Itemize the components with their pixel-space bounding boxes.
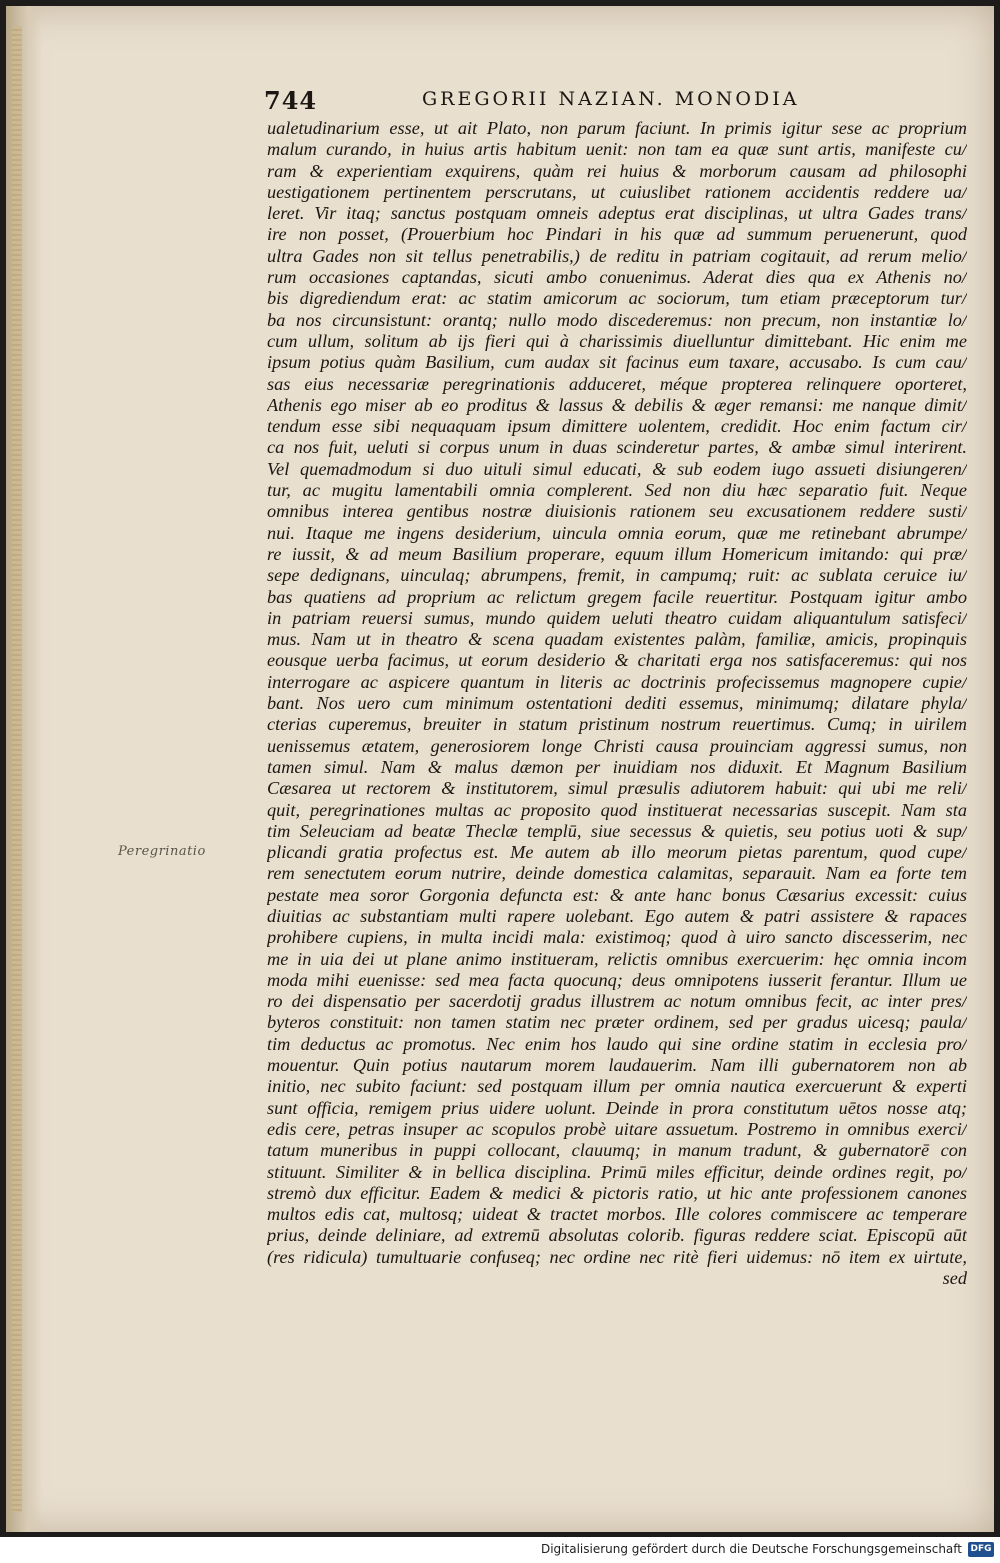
text-line: moda mihi euenisse: sed mea facta quocunq; deus omnipotens iusserit ferantur. Illum ue: [267, 969, 967, 990]
funding-credit: Digitalisierung gefördert durch die Deutsche Forschungsgemeinschaft: [540, 1542, 962, 1556]
text-line: pestate mea soror Gorgonia defuncta est: & ante hanc bonus Cæsarius excessit: cuius: [267, 884, 967, 905]
text-line: multos edis cat, multosq; uideat & tractet morbos. Ille colores commiscere ac temperare: [267, 1204, 967, 1225]
text-line: ram & experientiam exquirens, quàm rei huius & morborum causam ad philosophi: [267, 160, 967, 181]
text-line: ca nos fuit, ueluti si corpus unum in duas scinderetur partes, & ambæ simul interirent.: [267, 437, 967, 458]
text-line: byteros constituit: non tamen statim nec præter ordinem, sed per gradus uicesq; paula/: [267, 1012, 967, 1033]
text-line: nui. Itaque me ingens desiderium, uincula omnia eorum, quæ me retinebant abrumpe/: [267, 522, 967, 543]
text-line: prius, deinde deliniare, ad extremū absolutas colorib. figuras reddere sciat. Episcopū aūt: [267, 1225, 967, 1246]
text-line: edis cere, petras insuper ac scopulos probè uitare assuetum. Postremo in omnibus exerci/: [267, 1118, 967, 1139]
text-line: interrogare ac aspicere quantum in literis ac doctrinis profecissemus magnopere cupie/: [267, 671, 967, 692]
text-line: cum ullum, solitum ab ijs fieri qui à charissimis diuelluntur dimittebant. Hic enim me: [267, 330, 967, 351]
text-line: ire non posset, (Prouerbium hoc Pindari in his quæ ad summum peruenerunt, quod: [267, 224, 967, 245]
text-line: tatum muneribus in puppi collocant, clauumq; in manum tradunt, & gubernatorē con: [267, 1140, 967, 1161]
text-line: ba nos circunsistunt: orantq; nullo modo discederemus: non precum, non instantiæ lo/: [267, 309, 967, 330]
text-line: uenissemus ætatem, generosiorem longe Christi causa prouinciam aggressi sumus, non: [267, 735, 967, 756]
text-line: sas eius necessariæ peregrinationis adduceret, méque propterea relinquere oporteret,: [267, 373, 967, 394]
text-line: tim Seleuciam ad beatæ Theclæ templū, siue secessus & quietis, seu potius uoti & sup/: [267, 820, 967, 841]
text-line: tur, ac mugitu lamentabili omnia complerent. Sed non diu hæc separatio fuit. Neque: [267, 480, 967, 501]
text-line: eousque uerba facimus, ut eorum desiderio & charitati erga nos satisfaceremus: qui nos: [267, 650, 967, 671]
text-line: in patriam reuersi sumus, mundo quidem ueluti theatro cuidam aliquantulum satisfeci/: [267, 607, 967, 628]
marginal-note: Peregrinatio: [118, 844, 206, 859]
text-line: sepe dedignans, uinculaq; abrumpens, fremit, in campumq; ruit: ac sublata ceruice iu/: [267, 565, 967, 586]
text-line: tendum esse sibi nequaquam ipsum dimittere uolentem, credidit. Hoc enim factum cir/: [267, 416, 967, 437]
text-line: mus. Nam ut in theatro & scena quadam existentes palàm, familiæ, amicis, propinquis: [267, 629, 967, 650]
text-line: mouentur. Quin potius nautarum morem laudauerim. Nam illi gubernatorem non ab: [267, 1055, 967, 1076]
text-line: bant. Nos uero cum minimum ostentationi dediti essemus, minimumq; dilatare phyla/: [267, 693, 967, 714]
text-line: Vel quemadmodum si duo uituli simul educati, & sub eodem iugo assueti disiungeren/: [267, 458, 967, 479]
text-line: ipsum potius quàm Basilium, cum audax sit facinus eum taxare, accusabo. Is cum cau/: [267, 352, 967, 373]
text-line: ualetudinarium esse, ut ait Plato, non parum faciunt. In primis igitur sese ac proprium: [267, 118, 967, 138]
text-line: plicandi gratia profectus est. Me autem ab illo meorum pietas parentum, quod cupe/: [267, 842, 967, 863]
text-line: tim deductus ac promotus. Nec enim hos laudo qui sine ordine statim in ecclesia pro/: [267, 1033, 967, 1054]
text-line: initio, nec subito faciunt: sed postquam illum per omnia nautica exercuerunt & experti: [267, 1076, 967, 1097]
text-line: diuitias ac substantiam multi rapere uolebant. Ego autem & patri assistere & rapaces: [267, 905, 967, 926]
page-number: 744: [264, 86, 318, 115]
text-line: prohibere cupiens, in multa incidi mala: existimoq; quod à uiro sancto discesserim, nec: [267, 927, 967, 948]
text-line: tamen simul. Nam & malus dæmon per inuidiam nos diduxit. Et Magnum Basilium: [267, 756, 967, 777]
text-line: quit, peregrinationes multas ac proposito quod instituerat necessarias suscepit. Nam sta: [267, 799, 967, 820]
running-title: GREGORII NAZIAN. MONODIA: [422, 88, 800, 110]
catchword: sed: [942, 1268, 967, 1289]
text-line: ro dei dispensatio per sacerdotij gradus illustrem ac notum omnibus fecit, ac inter pres/: [267, 991, 967, 1012]
text-line: sunt officia, remigem prius uidere uolunt. Deinde in prora constitutum uētos nosse atq;: [267, 1097, 967, 1118]
book-page: [6, 6, 994, 1532]
text-line: cterias cuperemus, breuiter in statum pristinum nostrum reuertimus. Cumq; in uirilem: [267, 714, 967, 735]
text-line: rem senectutem eorum nutrire, deinde domestica calamitas, separauit. Nam ea forte tem: [267, 863, 967, 884]
text-line: uestigationem pertinentem perscrutans, ut cuiuslibet rationem accidentis reddere ua/: [267, 181, 967, 202]
text-line: malum curando, in huius artis habitum uenit: non tam ea quæ sunt artis, manifeste cu/: [267, 139, 967, 160]
text-line: omnibus interea gentibus nostræ diuisionis rationem seu excusationem reddere susti/: [267, 501, 967, 522]
text-line: bis digrediendum erat: ac statim amicorum ac sociorum, tum etiam præceptorum tur/: [267, 288, 967, 309]
text-line: re iussit, & ad meum Basilium properare, equum illum Homericum imitando: qui præ/: [267, 543, 967, 564]
text-line: me in uia dei ut plane animo institueram, relictis omnibus exercuerim: hęc omnia incom: [267, 948, 967, 969]
text-line: Athenis ego miser ab eo proditus & lassus & debilis & æger remansi: me nanque dimit/: [267, 394, 967, 415]
text-line: Cæsarea ut rectorem & institutorem, simul præsulis adiutorem habuit: qui ubi me reli/: [267, 778, 967, 799]
text-line: leret. Vir itaq; sanctus postquam omneis adeptus erat disciplinas, ut ultra Gades trans/: [267, 203, 967, 224]
book-spine: [6, 6, 42, 1532]
text-line: rum occasiones captandas, sicuti ambo conuenimus. Aderat dies qua ex Athenis no/: [267, 267, 967, 288]
dfg-logo: DFG: [968, 1542, 994, 1557]
text-line: ultra Gades non sit tellus penetrabilis,) de reditu in patriam cogitauit, ad rerum melio/: [267, 245, 967, 266]
body-text: [267, 118, 967, 1289]
text-line: stituunt. Similiter & in bellica disciplina. Primū miles efficitur, deinde ordines regit, po/: [267, 1161, 967, 1182]
footer-bar: [0, 1537, 1000, 1563]
text-line: (res ridicula) tumultuarie confuseq; nec ordine nec ritè fieri uidemus: nō item ex uirtute,: [267, 1246, 967, 1267]
text-line: stremò dux efficitur. Eadem & medici & pictoris ratio, ut hic ante professionem canones: [267, 1182, 967, 1203]
text-line: bas quatiens ad proprium ac relictum gregem facile reuertitur. Postquam igitur ambo: [267, 586, 967, 607]
page-header: [264, 86, 964, 120]
